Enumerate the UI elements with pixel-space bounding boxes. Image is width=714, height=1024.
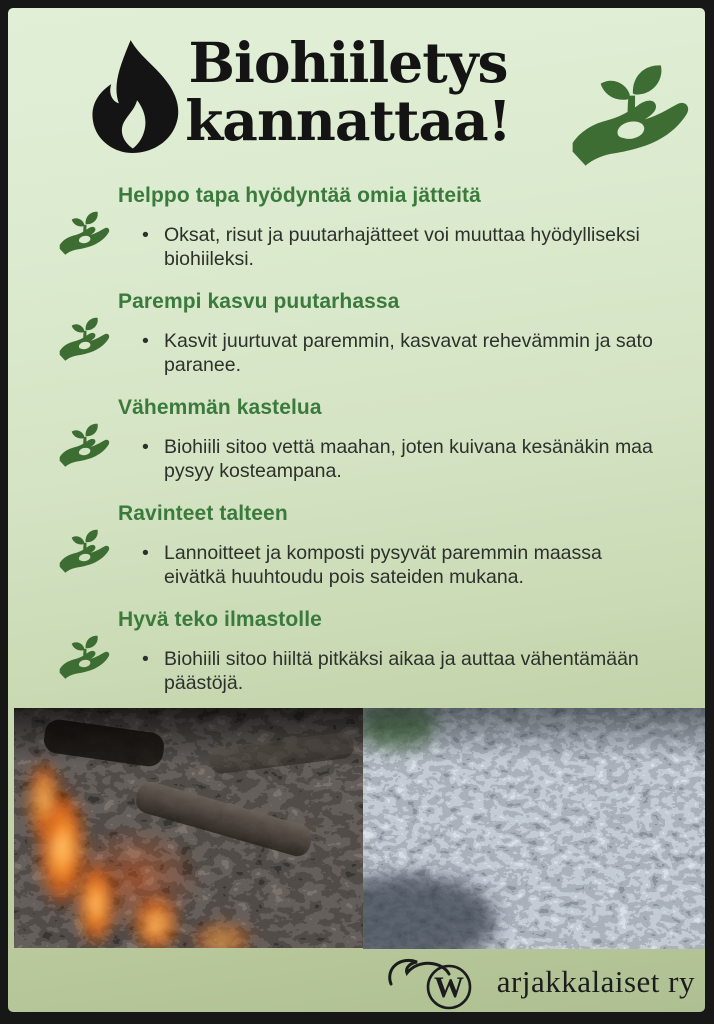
section-heading: Parempi kasvu puutarhassa — [118, 290, 400, 313]
hand-seedling-icon — [56, 632, 116, 682]
section-better-growth — [8, 290, 705, 377]
section-own-waste — [8, 184, 705, 271]
bullet-item: • Oksat, risut ja puutarhajätteet voi muuttaa hyödylliseksi biohiileksi. — [140, 223, 666, 271]
hand-seedling-icon — [56, 314, 116, 364]
charcoal-pieces-photo — [363, 708, 705, 949]
org-logo — [377, 954, 695, 1010]
bullet-item: • Biohiili sitoo hiiltä pitkäksi aikaa ja auttaa vähentämään päästöjä. — [140, 647, 666, 695]
poster-title-line1: Biohiiletys — [188, 30, 508, 95]
biochar-poster — [8, 8, 705, 1012]
bullet-item: • Lannoitteet ja komposti pysyvät paremmin maassa eivätkä huuhtoudu pois sateiden mukana. — [140, 541, 666, 589]
section-heading: Helppo tapa hyödyntää omia jätteitä — [118, 184, 481, 207]
bullet-list — [140, 647, 705, 695]
bullet-item: • Biohiili sitoo vettä maahan, joten kuivana kesänäkin maa pysyy kosteampana. — [140, 435, 666, 483]
burning-charcoal-photo — [14, 708, 363, 948]
section-heading: Ravinteet talteen — [118, 502, 288, 525]
w-monogram-icon — [377, 954, 495, 1010]
bullet-item: • Kasvit juurtuvat paremmin, kasvavat rehevämmin ja sato paranee. — [140, 329, 666, 377]
section-heading: Hyvä teko ilmastolle — [118, 608, 322, 631]
bullet-list — [140, 329, 705, 377]
org-name: arjakkalaiset ry — [496, 964, 695, 999]
poster-title — [138, 30, 558, 154]
hand-seedling-icon — [564, 54, 704, 176]
hand-seedling-icon — [56, 526, 116, 576]
section-less-watering — [8, 396, 705, 483]
bullet-list — [140, 223, 705, 271]
hand-seedling-icon — [56, 208, 116, 258]
poster-title-line2: kannattaa! — [185, 88, 511, 154]
section-heading: Vähemmän kastelua — [118, 396, 322, 419]
logo-monogram: W — [433, 971, 464, 1004]
bullet-list — [140, 435, 705, 483]
benefit-sections — [8, 184, 705, 714]
section-nutrients — [8, 502, 705, 589]
hand-seedling-icon — [56, 420, 116, 470]
bullet-list — [140, 541, 705, 589]
section-climate — [8, 608, 705, 695]
